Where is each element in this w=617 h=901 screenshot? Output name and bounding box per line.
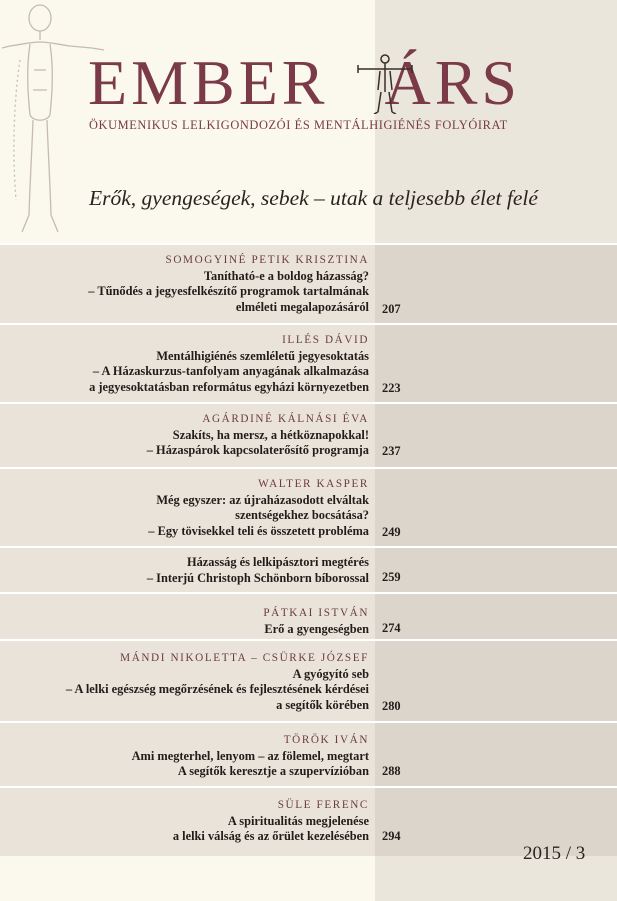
toc-page-number: 294	[382, 829, 401, 843]
toc-line: Ami megterhel, lenyom – az fölemel, megtart	[131, 748, 369, 763]
toc-page-number: 237	[382, 444, 401, 458]
table-of-contents	[0, 243, 617, 856]
toc-line: – Tűnődés a jegyesfelkészítő programok tartalmának	[88, 284, 369, 298]
toc-page-number: 223	[382, 381, 401, 395]
toc-line: a segítők körében	[276, 697, 369, 712]
toc-entry[interactable]	[0, 402, 617, 467]
toc-entry[interactable]	[0, 243, 617, 323]
toc-line: Tanítható-e a boldog házasság?	[203, 268, 369, 283]
journal-name-left: EMBER	[88, 47, 329, 118]
toc-entry[interactable]	[0, 467, 617, 546]
toc-author: TÖRÖK IVÁN	[283, 734, 369, 746]
journal-logo	[88, 47, 528, 118]
toc-line: elméleti megalapozásáról	[235, 299, 369, 314]
toc-line: – Egy tövisekkel teli és összetett probléma	[148, 523, 369, 538]
toc-page-number: 280	[382, 699, 401, 713]
toc-entry[interactable]	[0, 639, 617, 721]
toc-page-number: 249	[382, 525, 401, 539]
toc-line: Még egyszer: az újraházasodott elváltak	[156, 492, 369, 507]
toc-author: SÜLE FERENC	[277, 799, 369, 811]
journal-subtitle: ÖKUMENIKUS LELKIGONDOZÓI ÉS MENTÁLHIGIÉNÉS FOLYÓIRAT	[89, 118, 508, 132]
toc-entry[interactable]	[0, 323, 617, 402]
toc-author: MÁNDI NIKOLETTA – CSÜRKE JÓZSEF	[120, 652, 369, 664]
toc-entry[interactable]	[0, 546, 617, 592]
toc-line: – Interjú Christoph Schönborn bíborossal	[146, 570, 369, 585]
vitruvian-man-logo	[356, 52, 414, 114]
toc-author: PÁTKAI ISTVÁN	[263, 607, 369, 619]
toc-line: a lelki válság és az őrület kezelésében	[172, 829, 369, 843]
toc-line: Házasság és lelkipásztori megtérés	[186, 555, 369, 569]
toc-entry[interactable]	[0, 592, 617, 639]
toc-author: AGÁRDINÉ KÁLNÁSI ÉVA	[202, 413, 369, 425]
toc-page-number: 274	[382, 621, 401, 635]
journal-name	[88, 47, 521, 118]
toc-line: Erő a gyengeségben	[264, 621, 369, 636]
toc-page-number: 288	[382, 764, 401, 778]
toc-author: WALTER KASPER	[258, 478, 369, 490]
journal-name-right: ÁRS	[384, 47, 521, 118]
toc-line: A gyógyító seb	[292, 666, 369, 681]
toc-line: – Házaspárok kapcsolaterősítő programja	[146, 443, 369, 457]
toc-line: A spiritualitás megjelenése	[227, 813, 369, 828]
toc-line: szentségekhez bocsátása?	[235, 508, 369, 522]
toc-line: A segítők keresztje a szupervízióban	[177, 764, 369, 778]
toc-author: SOMOGYINÉ PETIK KRISZTINA	[165, 254, 369, 266]
toc-page-number: 207	[382, 302, 401, 316]
toc-line: Szakíts, ha mersz, a hétköznapokkal!	[172, 427, 369, 442]
toc-line: – A Házaskurzus-tanfolyam anyagának alkalmazása	[92, 364, 369, 378]
issue-headline: Erők, gyengeségek, sebek – utak a teljesebb élet felé	[89, 186, 538, 210]
issue-number: 2015 / 3	[523, 843, 586, 864]
toc-line: Mentálhigiénés szemléletű jegyesoktatás	[156, 348, 369, 363]
toc-line: – A lelki egészség megőrzésének és fejlesztésének kérdései	[65, 682, 369, 696]
toc-author: ILLÉS DÁVID	[282, 334, 369, 346]
toc-entry[interactable]	[0, 721, 617, 786]
toc-line: a jegyesoktatásban református egyházi környezetben	[89, 379, 369, 394]
toc-page-number: 259	[382, 570, 401, 584]
